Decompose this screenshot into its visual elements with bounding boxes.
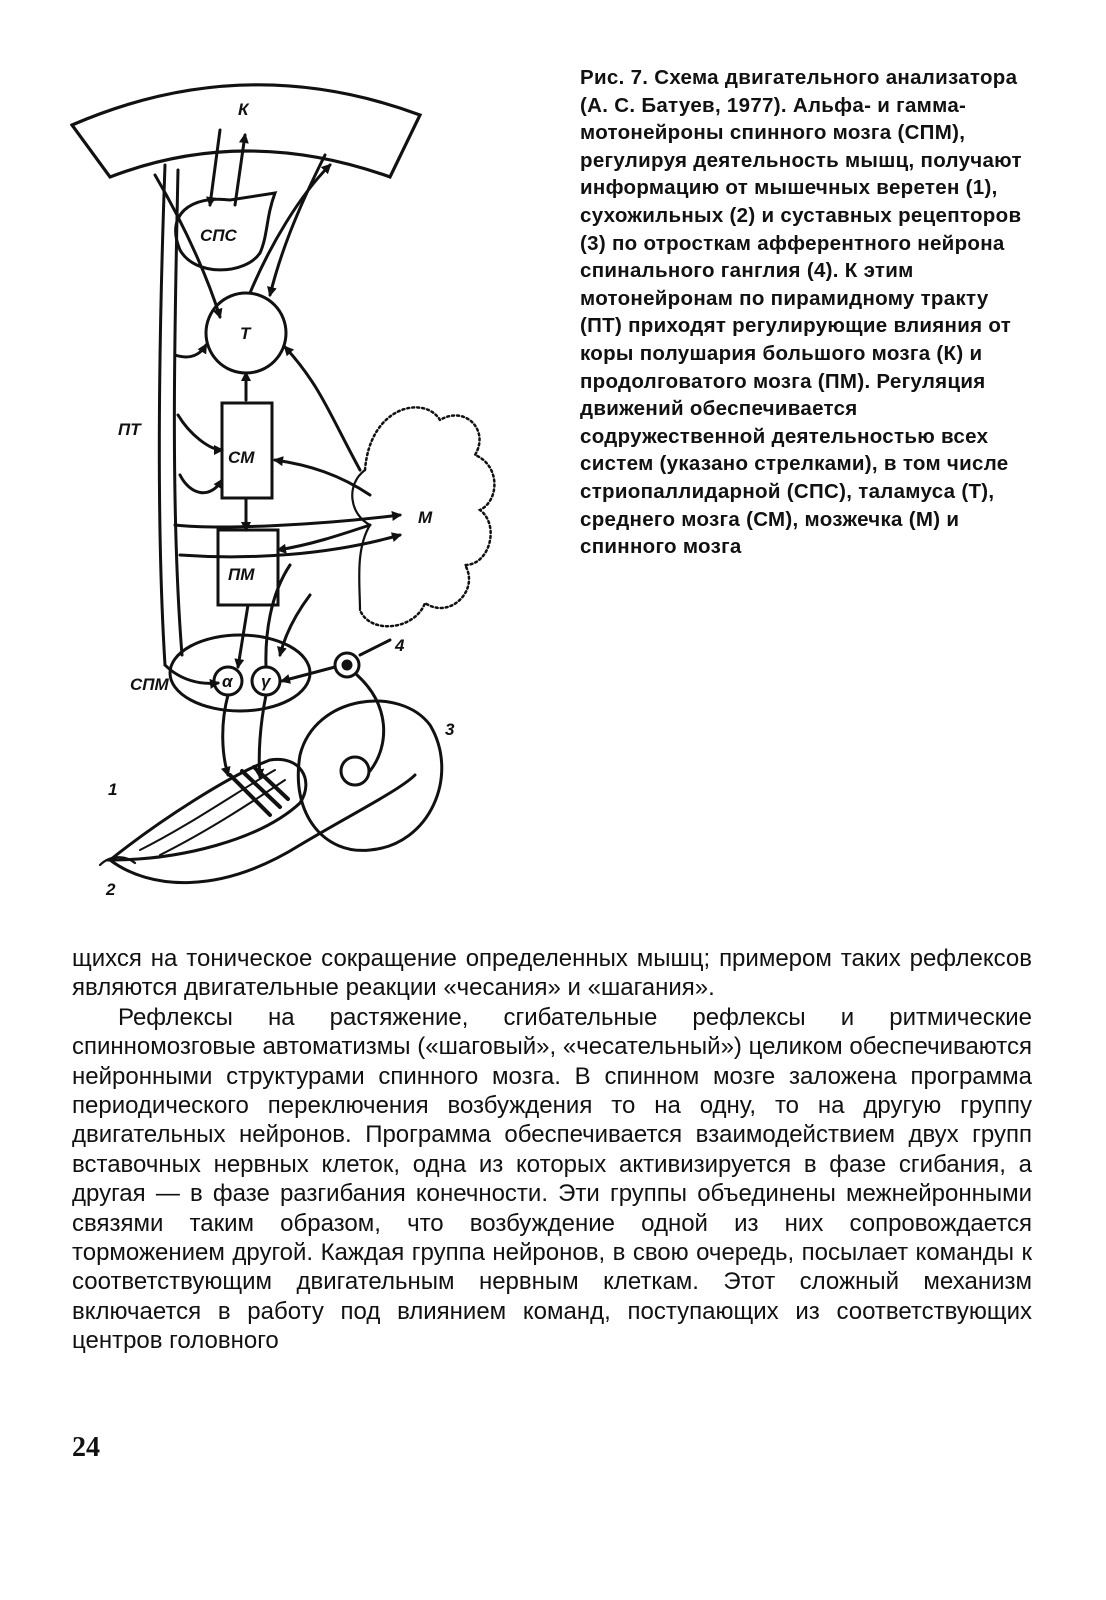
label-thalamus: Т bbox=[240, 324, 251, 343]
label-2: 2 bbox=[106, 880, 116, 899]
label-1: 1 bbox=[108, 780, 118, 799]
motor-analyzer-diagram bbox=[70, 55, 510, 915]
muscle-shape bbox=[110, 759, 306, 860]
paragraph: Рефлексы на растяжение, сгибательные рефлексы и ритмические спинномозговые автоматизмы («шаговый», «чесательный») целиком обеспечиваются нейронными структурами спинного мозга. В спинном мозге заложена программа периодического переключения возбуждения то на одну, то на другую группу двигательных нейронов. Программа обеспечивается взаимодействием двух групп вставочных нервных клеток, одна из которых активизируется в фазе сгибания, а другая — в фазе разгибания конечности. Эти группы объединены межнейронными связями таким образом, что возбуждение одной из них сопровождается торможением другой. Каждая группа нейронов, в свою очередь, посылает команды к соответствующим двигательным нервным клеткам. Этот сложный механизм включается в работу под влиянием команд, поступающих из соответствующих центров головного bbox=[72, 1003, 1032, 1355]
label-cortex: К bbox=[238, 100, 249, 119]
page-number: 24 bbox=[72, 1432, 100, 1463]
label-gamma: γ bbox=[261, 672, 271, 691]
label-midbrain: СМ bbox=[228, 448, 255, 467]
label-medulla: ПМ bbox=[228, 565, 255, 584]
label-4: 4 bbox=[395, 636, 405, 655]
label-3: 3 bbox=[445, 720, 455, 739]
label-alpha: α bbox=[222, 672, 233, 691]
limb-shape bbox=[298, 701, 441, 850]
label-sps: СПС bbox=[200, 226, 237, 245]
paragraph: щихся на тоническое сокращение определенных мышц; примером таких рефлексов являются двигательные реакции «чесания» и «шагания». bbox=[72, 945, 1032, 1002]
label-pyramidal-tract: ПТ bbox=[118, 420, 141, 439]
label-spinal-cord: СПМ bbox=[130, 675, 169, 694]
figure-caption: Рис. 7. Схема двигательного анализатора (А. С. Батуев, 1977). Альфа- и гамма-мотонейроны спинного мозга (СПМ), регулируя деятельность мышц, получают информацию от мышечных веретен (1), сухожильных (2) и суставных рецепторов (3) по отросткам афферентного нейрона спинального ганглия (4). К этим мотонейронам по пирамидному тракту (ПТ) приходят регулирующие влияния от коры полушария большого мозга (К) и продолговатого мозга (ПМ). Регуляция движений обеспечивается содружественной деятельностью всех систем (указано стрелками), в том числе стриопаллидарной (СПС), таламуса (Т), среднего мозга (СМ), мозжечка (М) и спинного мозга bbox=[580, 66, 1022, 559]
label-cerebellum: М bbox=[418, 508, 433, 527]
cortex-shape bbox=[72, 85, 420, 177]
body-text bbox=[72, 944, 1032, 1356]
